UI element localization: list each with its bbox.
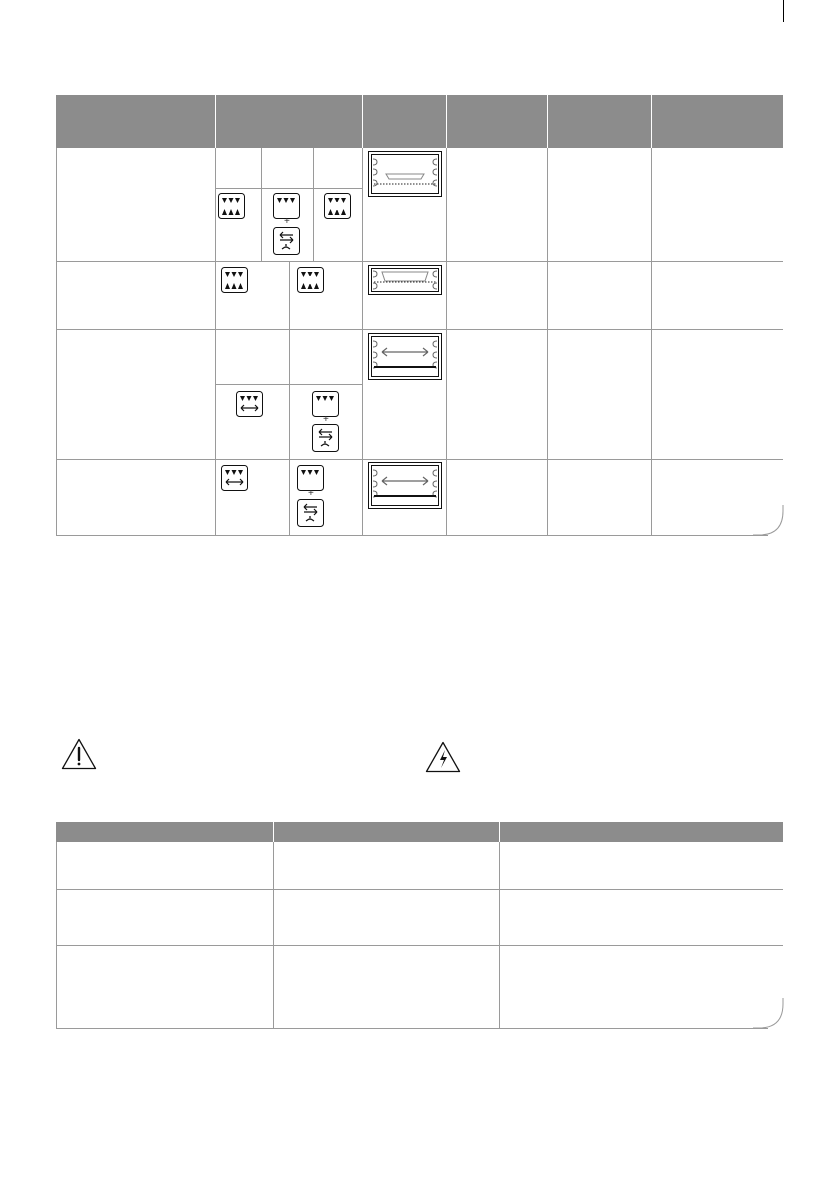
oven-circulation-icon [368, 333, 442, 380]
circular-fan-icon [297, 499, 324, 527]
grill-fan-icon [324, 193, 351, 219]
corner-curve [753, 505, 784, 536]
cooking-modes-table: + + + [56, 95, 783, 536]
table-header [56, 822, 783, 842]
oven-shelf-high-tray-icon [368, 265, 442, 295]
troubleshooting-table [56, 822, 783, 1029]
warning-triangle-icon [61, 738, 97, 770]
corner-curve [753, 998, 784, 1029]
oven-shelf-low-tray-icon [368, 151, 442, 197]
oven-circulation-icon [368, 462, 442, 509]
electric-hazard-icon [425, 741, 461, 773]
circular-fan-icon [312, 424, 339, 452]
top-bottom-heat-icon [218, 193, 245, 219]
table-header [56, 95, 783, 148]
top-heat-circulation-icon [236, 391, 263, 417]
top-bottom-heat-icon [221, 267, 248, 293]
top-heat-circulation-icon [221, 465, 248, 491]
page-edge-rule [783, 0, 784, 22]
grill-fan-icon [297, 267, 324, 293]
circular-fan-icon [273, 227, 300, 255]
